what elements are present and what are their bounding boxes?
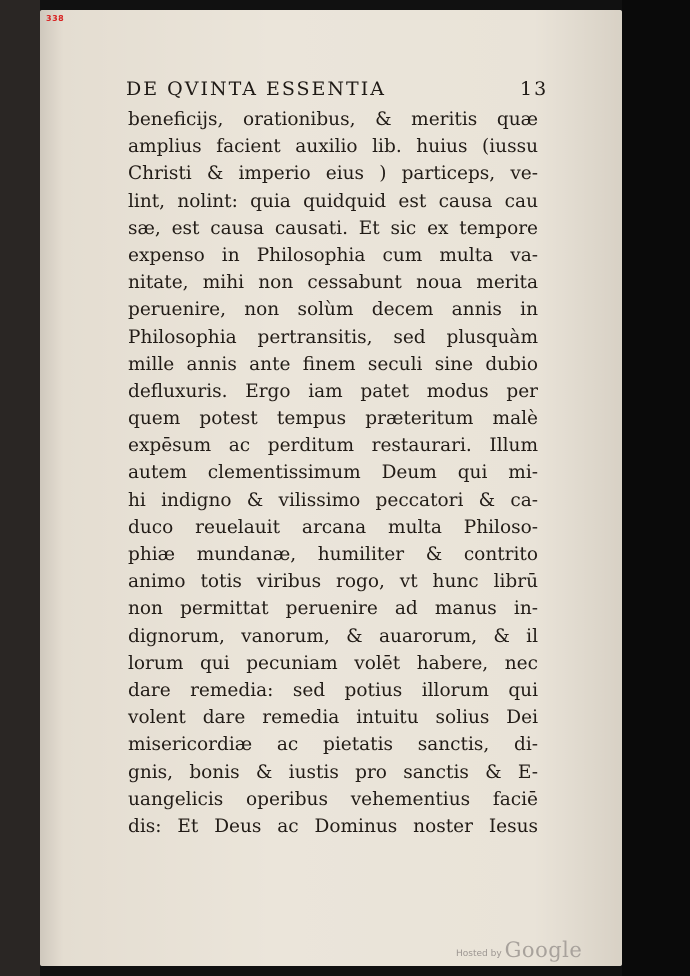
text-line: sæ, est causa causati. Et sic ex tempore — [128, 217, 538, 239]
text-line: peruenire, non solùm decem annis in — [128, 299, 538, 321]
running-head-title: DE QVINTA ESSENTIA — [126, 78, 386, 100]
text-line: lint, nolint: quia quidquid est causa cau — [128, 190, 538, 212]
text-line: lorum qui pecuniam volēt habere, nec — [128, 652, 538, 674]
text-line: Philosophia pertransitis, sed plusquàm — [128, 326, 538, 348]
page-number: 13 — [520, 78, 549, 100]
text-line: animo totis viribus rogo, vt hunc librū — [128, 571, 538, 593]
text-line: hi indigno & vilissimo peccatori & ca- — [128, 489, 538, 511]
text-line: uangelicis operibus vehementius faciē — [128, 788, 538, 810]
text-line: duco reuelauit arcana multa Philoso- — [128, 516, 538, 538]
text-line: non permittat peruenire ad manus in- — [128, 598, 538, 620]
hosted-by-watermark — [456, 940, 582, 962]
text-line: volent dare remedia intuitu solius Dei — [128, 707, 538, 729]
text-line: mille annis ante finem seculi sine dubio — [128, 353, 538, 375]
text-line: expenso in Philosophia cum multa va- — [128, 244, 538, 266]
book-page — [40, 10, 622, 966]
scan-marker: 338 — [46, 14, 65, 23]
text-line: Christi & imperio eius ) particeps, ve- — [128, 163, 538, 185]
google-logo: Google — [504, 938, 583, 962]
text-line: dare remedia: sed potius illorum qui — [128, 679, 538, 701]
hosted-by-label: Hosted by — [456, 949, 502, 959]
text-line: misericordiæ ac pietatis sanctis, di- — [128, 734, 538, 756]
book-right-edge — [622, 0, 690, 976]
book-top-edge — [40, 0, 622, 10]
running-head — [126, 78, 549, 104]
body-text — [128, 106, 538, 840]
text-line: beneficijs, orationibus, & meritis quæ — [128, 109, 538, 130]
text-line: nitate, mihi non cessabunt noua merita — [128, 272, 538, 294]
text-line: dis: Et Deus ac Dominus noster Iesus — [128, 815, 538, 837]
text-line: gnis, bonis & iustis pro sanctis & E- — [128, 761, 538, 783]
text-line: expēsum ac perditum restaurari. Illum — [128, 435, 538, 457]
book-left-edge — [0, 0, 40, 976]
book-bottom-edge — [40, 966, 622, 976]
text-line: quem potest tempus præteritum malè — [128, 408, 538, 430]
text-line: amplius facient auxilio lib. huius (iussu — [128, 136, 538, 158]
text-line: phiæ mundanæ, humiliter & contrito — [128, 544, 538, 565]
text-line: dignorum, vanorum, & auarorum, & il — [128, 625, 538, 647]
text-line: autem clementissimum Deum qui mi- — [128, 462, 538, 484]
text-line: defluxuris. Ergo iam patet modus per — [128, 380, 538, 402]
